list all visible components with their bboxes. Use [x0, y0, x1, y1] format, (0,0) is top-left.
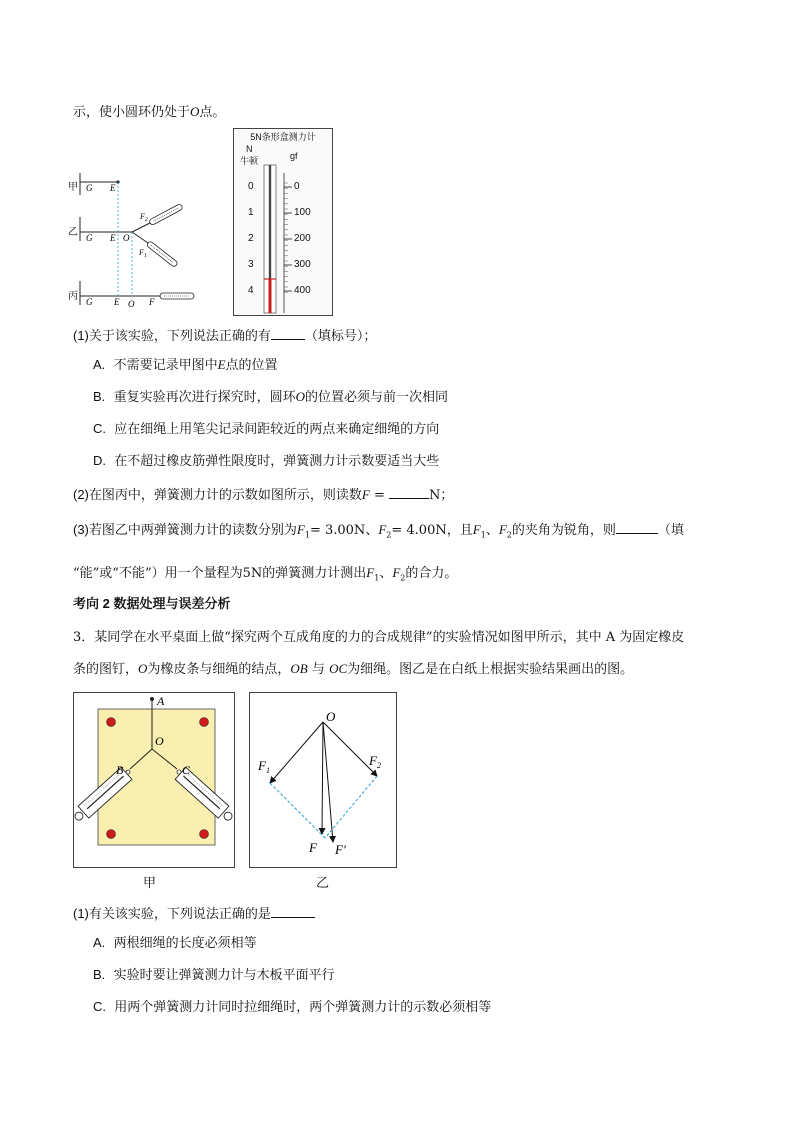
q2-part2: (2)在图丙中，弹簧测力计的示数如图所示，则读数F = N； [73, 487, 454, 503]
q2-part3-cont: “能”或“不能”）用一个量程为5N的弹簧测力计测出$F_1$、$F_2$的合力。 [73, 565, 458, 583]
meter-left-tick-label: 2 [248, 233, 254, 244]
spring-scale-f1 [146, 241, 178, 268]
row-label-bing: 丙 [68, 291, 78, 302]
caption-jia: 甲 [143, 875, 157, 890]
meter-right-tick-label: 200 [294, 233, 311, 244]
label-f2: $F_2$ [140, 212, 148, 223]
svg-text:E: E [110, 183, 116, 193]
svg-text:G: G [86, 297, 93, 307]
svg-text:O: O [123, 233, 130, 243]
spring-scale-f [160, 293, 194, 299]
meter-title: 5N条形盒测力计 [250, 132, 316, 142]
q2-option-d: D. 在不超过橡皮筋弹性限度时，弹簧测力计示数要适当大些 [93, 453, 440, 469]
label-f1: $F_1$ [139, 248, 147, 259]
q2-part3: (3)若图乙中两弹簧测力计的读数分别为$F_1= 3.00N$、$F_2= 4.00N$，且$F_1$、$F_2$的夹角为锐角，则 （填 [73, 522, 684, 540]
q3-line1: 3．某同学在水平桌面上做“探究两个互成角度的力的合成规律”的实验情况如图甲所示，其中 A 为固定橡皮 [73, 630, 685, 645]
row-label-yi: 乙 [68, 227, 78, 238]
label-o: O [326, 709, 336, 724]
svg-text:G: G [86, 233, 93, 243]
meter-left-tick-label: 3 [248, 259, 254, 270]
meter-right-tick-label: 100 [294, 207, 311, 218]
spring-scale-f2 [149, 203, 184, 225]
q2-part1: (1)关于该实验，下列说法正确的有 （填标号）； [73, 328, 377, 344]
meter-unit-niudun: 牛顿 [240, 156, 259, 166]
svg-text:O: O [128, 299, 135, 309]
meter-right-tick-label: 400 [294, 285, 311, 296]
q3-part1: (1)有关该实验，下列说法正确的是 [73, 905, 315, 923]
label-a: A [157, 694, 165, 708]
q2-option-b: B. 重复实验再次进行探究时，圆环O的位置必须与前一次相同 [93, 389, 448, 405]
svg-text:F: F [149, 297, 155, 307]
intro-line: 示，使小圆环仍处于O点。 [73, 104, 226, 120]
section-heading: 考向 2 数据处理与误差分析 [73, 596, 231, 611]
q3-line2: 条的图钉，O为橡皮条与细绳的结点，OB 与 OC为细绳。图乙是在白纸上根据实验结果画出的图。 [73, 661, 634, 677]
meter-unit-gf: gf [290, 151, 298, 161]
meter-left-tick-label: 4 [248, 285, 254, 296]
caption-yi: 乙 [316, 875, 330, 890]
figure-yi [249, 692, 397, 868]
svg-text:G: G [86, 183, 93, 193]
figure-rubber-band-setup [60, 165, 210, 310]
label-f2: $F_2$ [369, 753, 381, 770]
svg-text:E: E [114, 297, 120, 307]
q3-option-c: C. 用两个弹簧测力计同时拉细绳时，两个弹簧测力计的示数必须相等 [93, 999, 492, 1015]
meter-right-tick-label: 0 [294, 181, 300, 192]
q2-option-a: A. 不需要记录甲图中E点的位置 [93, 357, 278, 373]
spring-meter [233, 128, 333, 316]
row-label-jia: 甲 [68, 182, 78, 193]
q2-option-c: C. 应在细绳上用笔尖记录间距较近的两点来确定细绳的方向 [93, 421, 440, 437]
meter-left-tick-label: 1 [248, 207, 254, 218]
label-b: B [116, 763, 124, 777]
label-o: O [155, 734, 164, 748]
meter-left-tick-label: 0 [248, 181, 254, 192]
q3-option-b: B. 实验时要让弹簧测力计与木板平面平行 [93, 967, 335, 983]
label-c: C [182, 763, 191, 777]
label-f1: $F_1$ [258, 758, 270, 775]
figure-jia [73, 692, 235, 868]
label-f-prime: F′ [335, 842, 346, 857]
q3-option-a: A. 两根细绳的长度必须相等 [93, 935, 257, 951]
svg-text:E: E [110, 233, 116, 243]
label-f: F [309, 840, 317, 855]
meter-right-tick-label: 300 [294, 259, 311, 270]
meter-unit-n: N [246, 144, 253, 154]
